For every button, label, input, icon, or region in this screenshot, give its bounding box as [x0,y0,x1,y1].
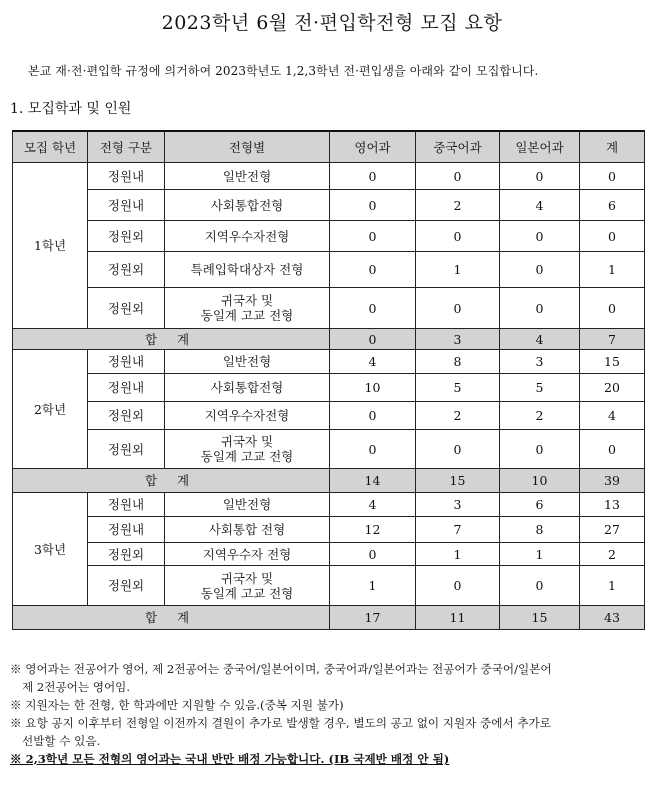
page-title: 2023학년 6월 전·편입학전형 모집 요항 [161,12,503,34]
english-cell: 12 [330,517,416,543]
total-cell: 0 [580,288,645,329]
note-1: ※ 영어과는 전공어가 영어, 제 2전공어는 중국어/일본어이며, 중국어과/일본어과는 전공어가 중국어/일본어 [10,662,552,676]
table-row [13,566,645,606]
category-cell: 정원내 [88,374,165,402]
type-line: 귀국자 및 [220,570,274,586]
chinese-cell: 11 [416,606,500,630]
total-cell: 0 [580,163,645,190]
notes-section [10,660,658,768]
chinese-cell: 0 [416,430,500,469]
table-row [13,163,645,190]
english-cell: 0 [330,252,416,288]
total-cell: 4 [580,402,645,430]
japanese-cell: 8 [500,517,580,543]
type-cell [165,430,330,469]
english-cell: 10 [330,374,416,402]
type-cell [165,566,330,606]
total-cell: 27 [580,517,645,543]
total-cell: 0 [580,221,645,252]
type-line: 귀국자 및 [220,434,274,449]
japanese-cell: 0 [500,252,580,288]
chinese-cell: 1 [416,543,500,566]
japanese-cell: 10 [500,469,580,493]
type-cell: 사회통합전형 [165,374,330,402]
english-cell: 0 [330,430,416,469]
note-3-continued: 선발할 수 있음. [22,734,101,748]
table-row [13,288,645,329]
type-cell: 사회통합 전형 [165,517,330,543]
total-cell: 13 [580,493,645,517]
total-cell: 39 [580,469,645,493]
total-cell: 6 [580,190,645,221]
header-chinese: 중국어과 [416,131,500,163]
table-row [13,221,645,252]
note-3: ※ 요항 공지 이후부터 전형일 이전까지 결원이 추가로 발생할 경우, 별도의 공고 없이 지원자 중에서 추가로 [10,716,551,730]
japanese-cell: 0 [500,221,580,252]
type-line: 귀국자 및 [220,293,274,308]
japanese-cell: 1 [500,543,580,566]
recruitment-table [12,130,645,630]
header-type: 전형별 [165,131,330,163]
header-grade: 모집 학년 [13,131,88,163]
subtotal-row [13,469,645,493]
category-cell: 정원외 [88,543,165,566]
total-cell: 7 [580,329,645,350]
english-cell: 0 [330,288,416,329]
english-cell: 0 [330,163,416,190]
table-row [13,517,645,543]
total-cell: 20 [580,374,645,402]
category-cell: 정원내 [88,350,165,374]
type-cell: 일반전형 [165,493,330,517]
header-category: 전형 구분 [88,131,165,163]
header-total: 계 [580,131,645,163]
chinese-cell: 3 [416,493,500,517]
table-row [13,252,645,288]
chinese-cell: 8 [416,350,500,374]
chinese-cell: 2 [416,402,500,430]
subtotal-row [13,606,645,630]
grade-cell: 3학년 [13,493,88,606]
chinese-cell: 3 [416,329,500,350]
english-cell: 0 [330,221,416,252]
japanese-cell: 2 [500,402,580,430]
type-cell: 일반전형 [165,163,330,190]
type-line: 동일계 고교 전형 [200,585,294,601]
chinese-cell: 0 [416,163,500,190]
grade-cell: 1학년 [13,163,88,329]
type-cell: 사회통합전형 [165,190,330,221]
japanese-cell: 0 [500,430,580,469]
category-cell: 정원외 [88,252,165,288]
category-cell: 정원외 [88,430,165,469]
table-row [13,402,645,430]
section-heading: 1. 모집학과 및 인원 [10,101,132,117]
type-cell [165,288,330,329]
category-cell: 정원외 [88,402,165,430]
type-cell: 지역우수자전형 [165,402,330,430]
english-cell: 0 [330,190,416,221]
chinese-cell: 0 [416,566,500,606]
type-cell: 지역우수자 전형 [165,543,330,566]
category-cell: 정원내 [88,493,165,517]
subtotal-label: 합 계 [13,329,330,350]
type-line: 동일계 고교 전형 [200,308,294,323]
table-header-row [13,131,645,163]
total-cell: 1 [580,566,645,606]
japanese-cell: 0 [500,163,580,190]
english-cell: 4 [330,350,416,374]
category-cell: 정원외 [88,288,165,329]
header-english: 영어과 [330,131,416,163]
total-cell: 2 [580,543,645,566]
intro-text: 본교 재·전·편입학 규정에 의거하여 2023학년도 1,2,3학년 전·편입생을 아래와 같이 모집합니다. [28,64,539,78]
table-row [13,190,645,221]
chinese-cell: 0 [416,221,500,252]
table-row [13,430,645,469]
type-line: 동일계 고교 전형 [200,449,294,464]
english-cell: 14 [330,469,416,493]
subtotal-label: 합 계 [13,606,330,630]
japanese-cell: 0 [500,566,580,606]
english-cell: 17 [330,606,416,630]
japanese-cell: 15 [500,606,580,630]
category-cell: 정원외 [88,566,165,606]
chinese-cell: 7 [416,517,500,543]
category-cell: 정원내 [88,517,165,543]
note-4: ※ 2,3학년 모든 전형의 영어과는 국내 반만 배정 가능합니다. (IB 국제반 배정 안 됨) [10,752,450,766]
english-cell: 0 [330,543,416,566]
japanese-cell: 6 [500,493,580,517]
header-japanese: 일본어과 [500,131,580,163]
chinese-cell: 5 [416,374,500,402]
subtotal-label: 합 계 [13,469,330,493]
japanese-cell: 3 [500,350,580,374]
category-cell: 정원내 [88,163,165,190]
chinese-cell: 15 [416,469,500,493]
english-cell: 0 [330,329,416,350]
category-cell: 정원내 [88,190,165,221]
grade-cell: 2학년 [13,350,88,469]
total-cell: 15 [580,350,645,374]
type-cell: 지역우수자전형 [165,221,330,252]
total-cell: 1 [580,252,645,288]
total-cell: 43 [580,606,645,630]
table-row [13,543,645,566]
type-cell: 일반전형 [165,350,330,374]
japanese-cell: 4 [500,190,580,221]
table-row [13,350,645,374]
japanese-cell: 4 [500,329,580,350]
english-cell: 0 [330,402,416,430]
table-row [13,493,645,517]
total-cell: 0 [580,430,645,469]
chinese-cell: 1 [416,252,500,288]
chinese-cell: 2 [416,190,500,221]
table-row [13,374,645,402]
note-1-continued: 제 2전공어는 영어임. [22,680,131,694]
english-cell: 4 [330,493,416,517]
category-cell: 정원외 [88,221,165,252]
subtotal-row [13,329,645,350]
english-cell: 1 [330,566,416,606]
japanese-cell: 5 [500,374,580,402]
chinese-cell: 0 [416,288,500,329]
note-2: ※ 지원자는 한 전형, 한 학과에만 지원할 수 있음.(중복 지원 불가) [10,698,344,712]
type-cell: 특례입학대상자 전형 [165,252,330,288]
japanese-cell: 0 [500,288,580,329]
